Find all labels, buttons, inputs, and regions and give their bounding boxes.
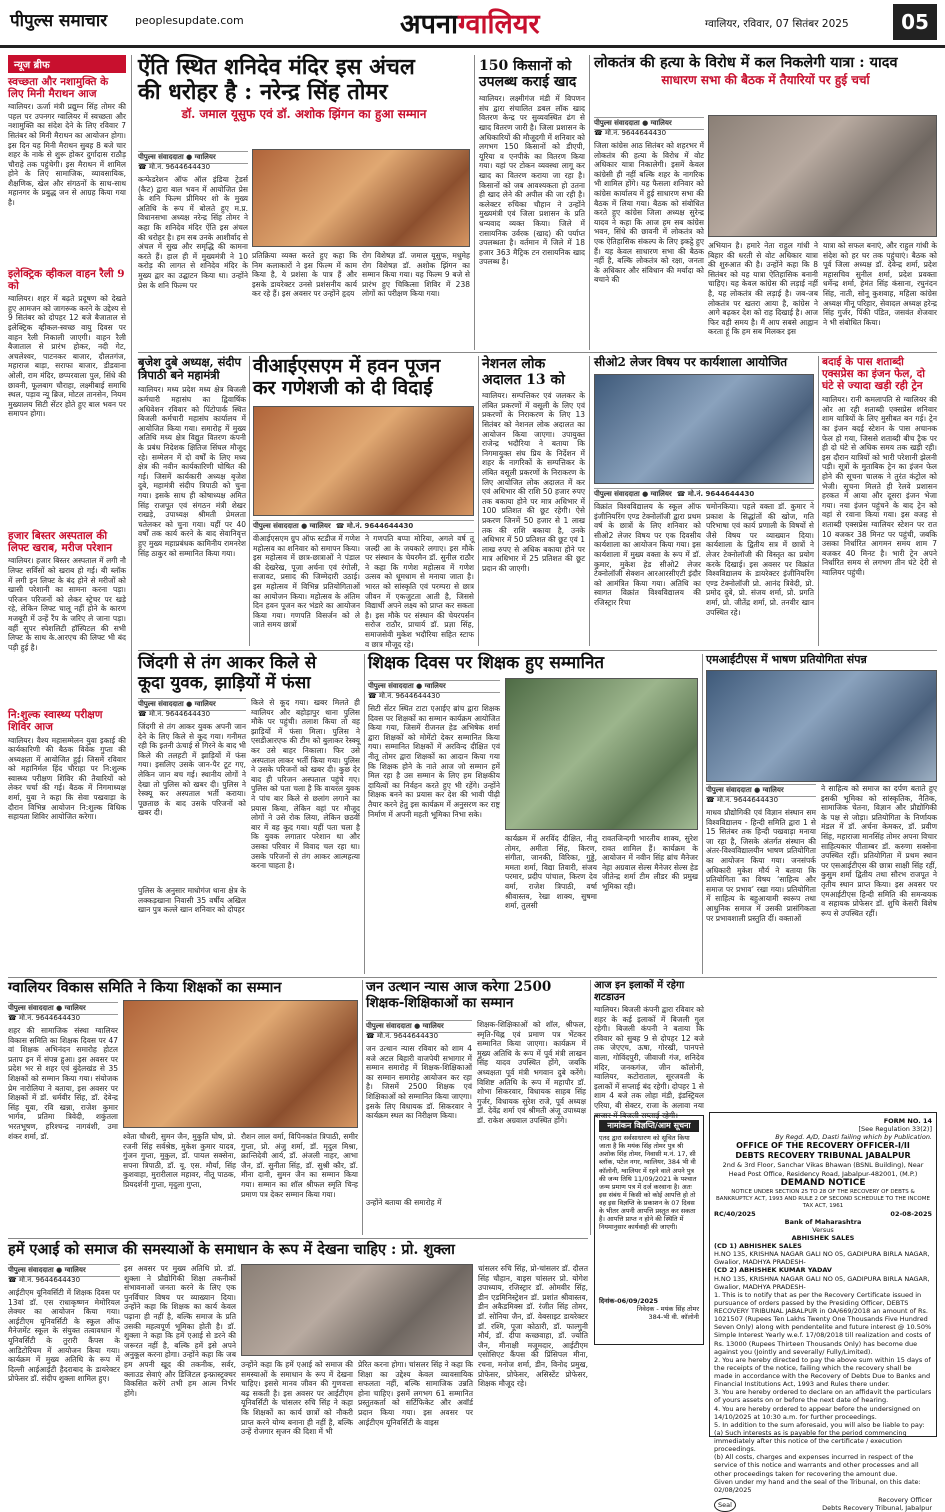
- signature-row: [714, 1496, 932, 1512]
- signatory-title: Recovery Officer: [878, 1495, 932, 1504]
- body-text: कार्यक्रम में अरविंद दीक्षित, नीतू तोमर, अमीता सिंह, किरण, संगीता, जानकी, विरिका, गुड्डे, ममता शर्मा, विद्या तिवारी, संजय परमार, प्रदीप पांचाल, किरण देव वर्मा, राजेश त्रिपाठी, वर्षा श्रीवास्तव, रेखा शाक्य, सुषमा शर्मा, तुलसी: [505, 834, 597, 911]
- column-rule: [364, 654, 365, 974]
- seal: Seal: [714, 1498, 736, 1512]
- headline: नेशनल लोक अदालत 13 को: [482, 356, 565, 389]
- headline: ऐंति स्थित शनिदेव मंदिर इस अंचल: [138, 54, 415, 80]
- notice-date: दिनांक-06/09/2025: [599, 1297, 659, 1305]
- story-ai-lecture: [8, 1242, 588, 1437]
- headline: जन उत्थान न्यास आज करेगा 2500: [366, 979, 552, 995]
- story-teachers-day: [368, 654, 698, 974]
- notice-body: एतद द्वारा सर्वसाधारण को सूचित किया जाता है कि मयंक सिंह तोमर पुत्र श्री अशोक सिंह तोमर, निवासी म.नं. 17, सी ब्लॉक, पटेल नगर, ग्वालियर, 384 भी वी कॉलोनी, ग्वालियर में रहने वाले अपने पुत्र की जन्म तिथि 11/09/2021 के पश्चात जन्म प्रमाण पत्र में दर्ज करवाना है। अतः इस संबंध में किसी को कोई आपत्ति हो तो वह इस विज्ञप्ति के प्रकाशन के 07 दिवस के भीतर अपनी आपत्ति प्रस्तुत कर सकता है। आपत्ति प्राप्त न होने की स्थिति में नियमानुसार कार्यवाही की जाएगी।: [599, 1134, 697, 1232]
- brief-body: ग्वालियर। ऊर्जा मंत्री प्रद्युम्न सिंह तोमर की पहल पर उपनगर ग्वालियर में स्वच्छता और नशामुक्ति का संदेश देने के लिए रविवार 7 सितंबर को मिनी मैराथन का आयोजन होगा। इस दिन यह मिनी मैराथन सुबह 8 बजे चार शहर के नाके से शुरू होकर दुर्गादास राठौड़ चौराहे तक पहुंचेगी। इस मैराथन में शामिल होने के लिए सामाजिक, व्यावसायिक, शैक्षणिक, खेल और संगठनों के साथ-साथ महानगर के प्रबुद्ध जन से आग्रह किया गया है।: [8, 102, 126, 208]
- headline: शिक्षक-शिक्षिकाओं का सम्मान: [366, 994, 514, 1011]
- headline: लोकतंत्र की हत्या के विरोध में कल निकलेगी यात्रा : यादव: [594, 54, 898, 71]
- headline: सीओ2 लेजर विषय पर कार्यशाला आयोजित: [594, 355, 788, 369]
- news-brief: [8, 55, 126, 822]
- mobile-number: [138, 710, 210, 719]
- phone-icon: ☎: [594, 129, 603, 137]
- masthead: [0, 0, 945, 48]
- byline: [253, 520, 474, 533]
- photo-meeting: [708, 115, 937, 237]
- body-text: विक्रांत विश्वविद्यालय के स्कूल ऑफ इंजीनियरिंग एण्ड टेक्नोलॉजी द्वारा प्रथम वर्ष के छात्रों के लिए शनिवार को सीओ2 लेजर विषय पर एक दिवसीय कार्यशाला का आयोजन किया गया। इस कार्यशाला में मुख्य वक्ता के रूप में डॉ. कुमार, मुकेश हेड सीओ2 लेजर टेक्नोलॉजी सेक्शन आरआरसीएटी इंदौर को आमंत्रित किया गया। अतिथि का स्वागत विक्रांत विश्वविद्यालय की रजिस्ट्रार रिचा: [594, 502, 701, 607]
- signatory-org: Debts Recovery Tribunal, Jabalpur: [822, 1504, 932, 1512]
- column-rule: [474, 55, 475, 350]
- column-rule: [249, 356, 250, 646]
- para-5b: (b) All costs, charges and expenses incurred in respect of the service of this notice and warrants and other processes and all other proceedings taken for recovering the amount due.: [714, 1453, 919, 1478]
- rc-row: [714, 1210, 932, 1218]
- body-text: यात्रा को सफल बनाएं, और राहुल गांधी के संदेश को हर घर तक पहुंचाएं। बैठक को पूर्व जिला अध्यक्ष डॉ. देवेन्द्र शर्मा, प्रदेश महासचिव सुनील शर्मा, प्रदेश प्रवक्ता धर्मेन्द्र शर्मा, हेमंत सिंह कंसाना, रघुनंदन सिंह, नाती, सोनू कुशवाह, महिला कांग्रेस अध्यक्ष मीनू परिहार, सेवादल अध्यक्ष हरेन्द्र सिंह गुर्जर, पिंकी पंडित, जसवंत शेजवार ने भी संबोधित किया।: [823, 241, 937, 327]
- body-text: ग्वालियर। रानी कमलापति से ग्वालियर की ओर आ रही शताब्दी एक्सप्रेस शनिवार शाम यात्रियों के लिए मुसीबत बन गई। ट्रेन का इंजन बदई स्टेशन के पास अचानक फेल हो गया, जिससे शताब्दी बीच ट्रैक पर ही दो घंटे से अधिक समय तक खड़ी रही। इस दौरान यात्रियों को भारी परेशानी झेलनी पड़ी। सूत्रों के मुताबिक ट्रेन का इंजन फेल होने की सूचना चालक ने तुरंत कंट्रोल को भेजी। सूचना मिलते ही रेलवे प्रशासन हरकत में आया और दूसरा इंजन भेजा गया। नया इंजन पहुंचने के बाद ट्रेन को वहां से रवाना किया गया। इस वजह से शताब्दी एक्सप्रेस ग्वालियर स्टेशन पर रात 10 बजकर 38 मिनट पर पहुंची, जबकि उसका निर्धारित आगमन समय शाम 7 बजकर 40 मिनट है। भारी ट्रेन अपने निर्धारित समय से लगभग तीन घंटे देरी से ग्वालियर पहुंची।: [822, 395, 937, 577]
- mob-text: मो.नं. 9644644430: [376, 1032, 439, 1040]
- para-3: 3. You are hereby ordered to declare on an affidavit the particulars of yours assets on or before the next date of hearing.: [714, 1388, 932, 1405]
- mob-text: मो.नं. 9644644430: [378, 692, 441, 700]
- form-reg: By Regd. A/D, Dasti failing which by Publication.: [775, 1133, 932, 1142]
- mob-text: मो.नं. 9644644430: [18, 1014, 81, 1022]
- section-title: [400, 4, 540, 41]
- phone-icon: ☎: [138, 163, 147, 171]
- act-ref: NOTICE UNDER SECTION 25 TO 28 OF THE RECOVERY OF DEBTS & BANKRUPTCY ACT, 1993 AND RULE 2 OF SECOND SCHEDULE TO THE INCOME TAX ACT, 1961: [716, 1188, 930, 1209]
- cd2-name: (CD 2) ABHISHEK KUMAR YADAV: [714, 1266, 832, 1275]
- body-text: कन्फेडरेशन ऑफ ऑल इंडिया ट्रेडर्स (कैट) द्वारा बाल भवन में आयोजित प्रेस के शनि फिल्म प्रीमियर शो के मुख्य अतिथि के रूप में बोलते हुए म.प्र. विधानसभा अध्यक्ष नरेन्द्र सिंह तोमर ने कहा कि शनिदेव मंदिर ऐंति इस अंचल की धरोहर है। हम सब उनके आशीर्वाद से अंचल में सुख और समृद्धि की कामना करते हैं। हाल ही में मुख्यमंत्री ने 10 करोड़ की लागत से शनिदेव मंदिर के मुख्य द्वार का उद्घाटन किया था। उन्होंने प्रेस के शनि फिल्म पर: [138, 175, 248, 290]
- versus: Versus: [812, 1225, 834, 1234]
- headline: बदाई के पास शताब्दी एक्सप्रेस का इंजन फेल, दो घंटे से ज्यादा खड़ी रही ट्रेन: [822, 356, 925, 393]
- phone-icon: ☎: [335, 522, 345, 530]
- office-addr: 2nd & 3rd Floor, Sanchar Vikas Bhawan (BSNL Building), Near Head Post Office, Residency Road, Jabalpur-482001, (M.P.): [722, 1161, 924, 1178]
- column-rule: [702, 654, 703, 974]
- body-text: जिला कांग्रेस आठ सितंबर को शहरभर में लोकतंत्र की हत्या के विरोध में वोट अधिकार यात्रा निकालेगी। इसमें केवल कांग्रेसी ही नहीं बल्कि शहर के नागरिक भी शामिल होंगे। यह फैसला शनिवार को कांग्रेस कार्यालय में हुई साधारण सभा की बैठक में लिया गया। बैठक को संबोधित करते हुए कांग्रेस जिला अध्यक्ष सुरेन्द्र यादव ने कहा कि आज हम सब कांग्रेस भवन, सिंधे की छावनी में लोकतंत्र को एक ऐतिहासिक संकल्प के लिए इकट्ठे हुए हैं। यह केवल साधारण सभा की बैठक नहीं है, बल्कि लोकतंत्र को रक्षा, जनता के अधिकार और संविधान की मर्यादा को बचाने की: [594, 141, 704, 285]
- brief-title: हजार बिस्तर अस्पताल की लिफ्ट खराब, मरीज परेशान: [8, 530, 113, 555]
- body-text: जन उत्थान न्यास रविवार को शाम 4 बजे अटल बिहारी वाजपेयी सभागार में सम्मान समारोह में शिक्षक-शिक्षिकाओं का सम्मान समारोह आयोजन कर रहा है। जिसमें 2500 शिक्षक एवं शिक्षिकाओं को सम्मानित किया जाएगा। इसके लिए विधायक डॉ. सिकरवार ने कार्यक्रम स्थल का निरीक्षण किया।: [366, 1044, 472, 1121]
- byline-text: पीपुल्स संवाददाता ● ग्वालियर: [594, 490, 672, 498]
- column-rule: [131, 55, 132, 810]
- brief-title: स्वच्छता और नशामुक्ति के लिए मिनी मैराथन आज: [8, 76, 109, 101]
- bank-name: Bank of Maharashtra: [784, 1217, 862, 1226]
- row-rule: [138, 650, 937, 651]
- given-line: Given under my hand and the seal of the Tribunal, on this date: 02/08/2025: [714, 1477, 921, 1494]
- body-text: प्रतिक्रिया व्यक्त करते हुए कहा कि निम कलाकारों ने इस फिल्म में काम किया है, ये प्रशंसा के पात्र हैं और इसके डायरेक्टर उनसे प्रशंसनीय कार्य कर रहे हैं। इस अवसर पर उन्होंने हृदय: [252, 251, 357, 299]
- para-5: 5. In addition to the sum aforesaid, you will also be liable to pay:: [714, 1420, 925, 1429]
- story-vikas-samiti: [8, 980, 358, 1235]
- mob-text: मो.नं. 9644644430: [716, 796, 779, 804]
- mobile-number: [8, 1276, 80, 1285]
- body-text: जिंदगी से तंग आकर युवक अपनी जान देने के लिए किले से कूद गया। गनीमत रही कि इतनी ऊंचाई से गिरने के बाद भी किले की तलहटी में झाड़ियों में फंस गया। इसलिए उसके जान-पैर टूट गए, लेकिन जान बच गई। स्थानीय लोगों ने देखा तो पुलिस को खबर दी। पुलिस ने रेस्क्यू कर अस्पताल भर्ती कराया। पूछताछ के बाद उसके परिजनों को खबर दी।: [138, 722, 246, 818]
- para-5a: (a) Such interests as is payable for the period commencing immediately after this notice of the certificate / execution proceedings.: [714, 1428, 907, 1454]
- body-text: ग्वालियर। बिजली कंपनी द्वारा रविवार को शहर के कई इलाकों में बिजली गुल रहेगी। बिजली कंपनी ने बताया कि रविवार को सुबह 9 से दोपहर 12 बजे तक जेएएच, ऊषा, गोरखी, पानपत्ते वाला, गोविंदपुरी, जीवाजी गंज, शनिदेव मंदिर, जनकगंज, जीन कॉलोनी, ग्वालियर, कटोराताल, सूरजवती के इलाकों में सप्लाई बंद रहेगी। दोपहर 1 से शाम 4 बजे तक लोहा मंडी, इंडस्ट्रियल एरिया, बी सेक्टर, राजा के अलावा नया बाजार में बिजली सप्लाई रहेगी।: [594, 1005, 704, 1120]
- photo-students: [706, 670, 937, 782]
- phone-icon: ☎: [8, 1276, 17, 1284]
- brief-body: ग्वालियर। शहर में बढ़ते प्रदूषण को देखते हुए आमजन को जागरूक करने के उद्देश्य से 9 सितंबर को दोपहर 12 बजे बैजाताल से इलेक्ट्रिक व्हीकल-स्वच्छ वायु दिवस पर वाहन रैली निकाली जाएगी। वाहन रैली बैजाताल से प्रारंभ होकर, नदी गेट, अचलेश्वर, पाटनकर बाजार, दौलतगंज, महाराज बाड़ा, सराफा बाजार, डीडवाना ओली, राम मंदिर, छप्परवाला पुल, सिंधे की छावनी, फूलबाग चौराहा, लक्ष्मीबाई समाधि स्थल, पड़ाव न्यू ब्रिज, मोटल तानसेन, नियम मुख्यालय सिटी सेंटर होते हुए बाल भवन पर समापन होगा।: [8, 294, 126, 419]
- body-text: रोग विशेषज्ञ डॉ. जमाल यूसुफ, मधुमेह रोग विशेषज्ञ डॉ. अशोक झिंगन का सम्मान किया गया। यह फिल्म 9 बजे से प्रारंभ हुए चिकित्सा शिविर में 238 लोगों का परीक्षण किया गया।: [362, 251, 470, 299]
- byline-text: पीपुल्स संवाददाता ● ग्वालियर: [138, 153, 216, 161]
- headline: एमआईटीएस में भाषण प्रतियोगिता संपन्न: [706, 653, 867, 666]
- body-text: इस अवसर पर मुख्य अतिथि प्रो. डॉ. शुक्ला ने प्रौद्योगिकी शिक्षा तकनीकों संभावनाओं जनता करने के लिए एक पुनर्विचार विषय पर व्याख्यान दिया। उन्होंने कहा कि शिक्षक का कार्य केवल पढ़ाना ही नहीं है, बल्कि समाज के प्रति उसकी महत्वपूर्ण भूमिका होती है। डॉ. शुक्ला ने कहा कि हमें एआई से डरने की जरूरत नहीं है, बल्कि हमें इसे अपने अनुकूल करना होगा। उन्होंने कहा कि जब हम अपनी खूद की तकनीक, सर्वर, क्लाउड सेवाएं और डिजिटल इन्फ्रास्ट्रक्चर विकसित करेंगे तभी हम आत्म निर्भर होंगे।: [124, 1264, 236, 1398]
- body-text: माधव प्रौद्योगिकी एवं विज्ञान संस्थान सम विश्वविद्यालय - हिन्दी समिति द्वारा 1 से 15 सितंबर तक हिन्दी पखवाड़ा मनाया जा रहा है, जिसके अंतर्गत संस्थान की अंतर-विश्वविद्यालयीन भाषण प्रतियोगिता का आयोजन किया गया। जनसंपर्क अधिकारी मुकेश मौर्य ने बताया कि प्रतियोगिता का विषय ‘साहित्य और समाज पर प्रभाव’ रखा गया। प्रतियोगिता में साहित्य के बहुआयामी स्वरूप तथा आधुनिक समाज में उसकी प्रासंगिकता पर प्रभावशाली प्रस्तुति दीं। वक्ताओं: [706, 808, 816, 923]
- body-text: चांसलर रुचि सिंह, प्रो-चांसलर डॉ. दौलत सिंह चौहान, वाइस चांसलर प्रो. योगेश उपाध्याय, रजिस्ट्रार डॉ. ओमवीर सिंह, डीन एडमिनिस्ट्रेशन डॉ. प्रशांत श्रीवास्तव, डीन अकैडमिक्स डॉ. रंजीत सिंह तोमर, डॉ. सोनिया जैन, डॉ. वेबसाइट डायरेक्टर डॉ. रश्मि, पूजा कोठारी, डॉ. फाल्गुनी मौर्य, डॉ. दीपा कच्छवाहा, डॉ. ज्योति जैन, मीनाक्षी मजूमदार, आईटीएम एसोसिएट कैंपस की प्रिंसिपल मीना, रचना, मनोज शर्मा, डीन, विनोद प्रमुख, प्रोफेसर, प्रोफेसर, असिस्टेंट प्रोफेसर, शिक्षक मौजूद रहे।: [478, 1264, 588, 1389]
- phone-icon: ☎: [706, 796, 715, 804]
- photo-lecture: [241, 1264, 473, 1356]
- headline: 150 किसानों को उपलब्ध कराई खाद: [479, 58, 577, 91]
- rc-number: RC/40/2025: [714, 1209, 756, 1218]
- cd1-addr: H.NO 135, KRISHNA NAGAR GALI NO 05, GADIPURA BIRLA NAGAR, Gwalior, MADHYA PRADESH-: [714, 1250, 930, 1267]
- body-text: ग्वालियर। मध्य प्रदेश मध्य क्षेत्र बिजली कर्मचारी महासंघ का द्विवार्षिक अधिवेशन रविवार को पिंटोपार्क स्थित बिजली कर्मचारी महासंघ कार्यालय में आयोजित किया गया। समारोह में मुख्य अतिथि मध्य क्षेत्र विद्युत वितरण कंपनी के प्रबंध निदेशक क्षितिज सिंघल मौजूद रहे। सम्मेलन में दो वर्षों के लिए मध्य क्षेत्र की नवीन कार्यकारिणी घोषित की गई। जिसमें कार्यकारी अध्यक्ष बृजेश दुबे, महामंत्री संदीप त्रिपाठी को चुना गया। इसके साथ ही कोषाध्यक्ष अमित सिंह राजपूत एवं संगठन मंत्री शेखर राखड़े, उपाध्यक्ष श्रीमती प्रेमलता चतेलकर को चुना गया। यहीं पर 40 वर्षों तक कार्य करने के बाद सेवानिवृत्त हुए मुख्य महाप्रबंधक कामिनीय रामनरेश सिंह ठाकुर को सम्मानित किया गया।: [138, 385, 246, 558]
- body-text: श्वेता चौधरी, सुमन जैन, मुकुति घोष, प्रो. रजनी सिंह सर्वश्रेष्ठ, मुकेश कुमार यादव, गुंजन गुप्ता, मुकुल, डॉ. पायल सक्सेना, सपना त्रिपाठी, डॉ. यू. एस. मौर्या, सिंह कुशवाहा, मुरारीलाल महावर, नीतू पाठक, प्रियदर्शनी गुप्ता, मृदुला गुप्ता,: [123, 1132, 236, 1189]
- mob-text: मो.नं. 9644644430: [687, 490, 755, 498]
- story-shutdown: [594, 980, 704, 1120]
- body-text: रावतजिन्दगी भारतीय शाक्य, सुरेश रावत शामिल हैं। कार्यक्रम के आयोजन में नवीन सिंह ब्रांच मैनेजर नेहा अग्रवाल सेल्स मैनेजर सेल्स हेड जीतेन्द्र शर्मा टीम लीडर की प्रमुख भूमिका रही।: [602, 834, 698, 891]
- body-text: उन्होंने बताया की समारोह में: [366, 1198, 442, 1207]
- column-rule: [478, 356, 479, 646]
- byline-text: पीपुल्स संवाददाता ● ग्वालियर: [138, 700, 216, 708]
- paper-name: पीपुल्स समाचार: [10, 11, 108, 31]
- headline: शिक्षक दिवस पर शिक्षक हुए सम्मानित: [368, 653, 605, 673]
- para-1: 1. This is to notify that as per the Recovery Certificate issued in pursuance of orders passed by the Presiding Officer, DEBTS RECOVERY TRIBUNAL JABALPUR in OA/669/2018 an amount of Rs. 1021507 (Rupees Ten Lakhs Twenty One Thousands Five Hundred Seven Only) along with pendentelite and future interest @ 10.50% Simple Interest Yearly w.e.f. 17/08/2018 till realization and costs of Rs. 13000 (Rupees Thirteen Thousands Only) has become due against you (Jointly and severally/ Fully/Limited).: [714, 1290, 932, 1356]
- notice-heading: DEMAND NOTICE: [780, 1177, 866, 1188]
- story-co2-laser: [594, 356, 814, 646]
- subhead: डॉ. जमाल यूसुफ एवं डॉ. अशोक झिंगन का हुआ सम्मान: [181, 106, 427, 121]
- phone-icon: ☎: [8, 1014, 17, 1022]
- photo-samiti: [123, 1000, 358, 1128]
- story-ganesh-farewell: [253, 355, 474, 649]
- body-text: पुलिस के अनुसार माधोगंज थाना क्षेत्र के लक्कड़खाना निवासी 35 वर्षीय अखिल खान पुत्र कल्ले खान शनिवार को दोपहर: [138, 886, 246, 915]
- body-text: ने साहित्य को समाज का दर्पण बताते हुए इसकी भूमिका को सांस्कृतिक, नैतिक, सामाजिक चेतना, विज्ञान और प्रौद्योगिकी के पक्ष से जोड़ा। प्रतियोगिता के निर्णायक मंडल में डॉ. अर्चना केमकर, डॉ. प्रवीण सिंह, महाराजा मानसिंह तोमर अपना विचार साहित्यकार पीताम्बर डॉ. करुणा सक्सेना उपस्थित रहीं। प्रतियोगिता में प्रथम स्थान पर एसआईटीएस की छात्रा साक्षी सिंह रहीं, कुसुम शर्मा द्वितीय तथा सौरभ राजपूत ने तृतीय स्थान प्राप्त किया। इस अवसर पर एमआईटीएस हिन्दी समिति की समन्वयक व सहायक प्रोफेसर डॉ. शुचि केसरी विशेष रूप से उपस्थित रहीं।: [821, 784, 937, 918]
- signatory: [822, 1496, 932, 1512]
- notice-title: नामांकन विज्ञप्ति/आम सूचना: [599, 1120, 699, 1132]
- tribunal-name: DEBTS RECOVERY TRIBUNAL JABALPUR: [735, 1151, 911, 1161]
- phone-icon: ☎: [368, 692, 377, 700]
- mob-text: मो.नं. 9644644430: [604, 129, 667, 137]
- column-rule: [589, 55, 590, 350]
- mob-text: मो.नं. 9644644430: [148, 710, 211, 718]
- phone-icon: ☎: [138, 710, 147, 718]
- byline-text: पीपुल्स संवाददाता ● ग्वालियर: [8, 1266, 86, 1274]
- headline: बृजेश दुबे अध्यक्ष, संदीप त्रिपाठी बने महामंत्री: [138, 355, 242, 383]
- notice-sign-addr: 384-भी वी. कॉलोनी: [648, 1313, 699, 1322]
- brief-body: ग्वालियर। वैश्य महासम्मेलन युवा इकाई की कार्यकारिणी की बैठक विवेक गुप्ता की अध्यक्षता में आयोजित हुई। जिसमें रविवार को महानिर्मल हिंद चौराहा पर नि:शुल्क स्वास्थ्य परीक्षण शिविर की तैयारियों को लेकर चर्चा की गई। बैठक में निगमाध्यक्ष शर्मा, युवा ने कहा कि सेवा पखवाड़ा के दौरान विभिन्न आयोजन नि:शुल्क विधिक सहायता शिविर आयोजित करेगा।: [8, 735, 126, 822]
- mob-text: मो.नं. 9644644430: [346, 522, 414, 530]
- headline: आज इन इलाकों में रहेगा शटडाउन: [594, 980, 685, 1003]
- headline: की धरोहर है : नरेन्द्र सिंह तोमर: [138, 79, 388, 106]
- photo-felicitation: [252, 149, 470, 247]
- body-text: शहर की सामाजिक संस्था ग्वालियर विकास समिति का शिक्षक दिवस पर 47 वां शिक्षक अभिनंदन समारोह होटल प्रताप इन में संपन्न हुआ। इस अवसर पर प्रदेश भर से शहर एवं बुंदेलखंड से 35 शिक्षकों को सम्मान किया गया। संयोजक प्रेम नारोलिया ने बताया, इस अवसर पर शिक्षकों में डॉ. धर्मवीर सिंह, डॉ. देवेन्द्र सिंह यूवा, रवि खन्ना, राजेश कुमार भार्गव, प्रतिमा त्रिवेदी, शकुंतला भरतभूषण, हरिश्चन्द्र नागवंशी, उमा शंकर शर्मा, डॉ.: [8, 1026, 118, 1141]
- row-rule: [138, 352, 937, 353]
- column-rule: [589, 356, 590, 646]
- para-4: 4. You are hereby ordered to appear before the undersigned on 14/10/2025 at 10:30 a.m. for further proceedings.: [714, 1404, 921, 1421]
- body-text: ग्वालियर। लक्ष्मीगंज मंडी में विपणन संघ द्वारा संचालित डबल लॉक खाद वितरण केन्द्र पर सुव्यवस्थित ढंग से खाद वितरण जारी है। जिला प्रशासन के अधिकारियों की मौजूदगी में शनिवार को लगभग 150 किसानों को डीएपी, यूरिया व एनपीके का वितरण किया गया। यहां पर टोकन व्यवस्था लागू कर खाद का वितरण कराया जा रहा है। किसानों को जब आवश्यकता हो उतना ही खाद लेने की अपील की जा रही है। कलेक्टर रुचिका चौहान ने उन्होंने मुख्यमंत्री एवं जिला प्रशासन के प्रति धन्यवाद व्यक्त किया। जिले में रासायनिक उर्वरक (खाद) की पर्याप्त उपलब्धता है। वर्तमान में जिले में 18 हजार 363 मैट्रिक टन रासायनिक खाद उपलब्ध है।: [479, 94, 585, 267]
- form-no: FORM NO. 14: [883, 1117, 932, 1125]
- story-lok-adalat: [482, 356, 585, 646]
- row-rule: [8, 977, 937, 978]
- mobile-number: [138, 163, 210, 172]
- mob-text: मो.नं. 9644644430: [148, 163, 211, 171]
- headline: ग्वालियर विकास समिति ने किया शिक्षकों का सम्मान: [8, 979, 282, 996]
- brief-body: ग्वालियर। हजार बिस्तर अस्पताल में लगी नौ लिफ्ट सर्विसों को खराब हो गई। बी ब्लॉक में लगी इन लिफ्ट के बंद होने से मरीजों को खासी परेशानी का सामना करना पड़ा। परिजन परिजनों को लेकर स्ट्रेचर पर खड़े रहे, लेकिन लिफ्ट चालू नहीं होने के कारण मजबूरी में उन्हें रैंप के जरिए ले जाना पड़ा। वहीं सुपर स्पेशलिटी हॉस्पिटल की सभी लिफ्ट के साथ के.आरएच की लिफ्ट भी बंद पड़ी हुई है।: [8, 556, 126, 652]
- mobile-number: [594, 129, 666, 138]
- mobile-number: [368, 692, 440, 701]
- headline: जिंदगी से तंग आकर किले से: [138, 653, 317, 673]
- story-shani-temple: [138, 55, 470, 350]
- body-text: आईटीएम यूनिवर्सिटी में शिक्षक दिवस पर 13वां डॉ. एस राधाकृष्णन मेमोरियल लेक्चर का आयोजन किया गया। आईटीएम यूनिवर्सिटी के स्कूल ऑफ मैनेजमेंट स्कूल के संयुक्त तत्वावधान में यूनिवर्सिटी के तुरारी कैंपस के आडिटोरियम में आयोजन किया गया। कार्यक्रम में मुख्य अतिथि के रूप में दिल्ली आईआईटी हैदराबाद के डायरेक्टर प्रोफेसर डॉ. संदीप शुक्ला शामिल हुए।: [8, 1288, 120, 1384]
- body-text: ने गणपति बप्पा मोरिया, अगले वर्ष तू जल्दी आ के जयकारे लगाए। इस मौके पर संस्थान के चेयरमैन डॉ. सुनील राठौर ने कहा कि गणेश महोत्सव में गणेश उत्सव को धूमधाम से मनाया जाता है। भारत को सांस्कृति एवं परम्परा से छात्र जीवन में एकजुटता आती है, जिससे विद्यार्थी अपने लक्ष्य को प्राप्त कर सकता है। इस मौके पर संस्थान की चेयरपर्सन सरोज राठौर, प्राचार्य डॉ. प्रज्ञा सिंह, समाजसेवी मुकेश भदौरिया सहित स्टाफ व छात्र मौजूद रहे।: [365, 534, 474, 649]
- story-shatabdi-engine: [822, 356, 937, 646]
- demand-notice: [709, 1112, 937, 1512]
- story-fertilizer: [479, 58, 585, 348]
- notice-sign: निवेदक - मयंक सिंह तोमर: [636, 1305, 699, 1314]
- headline: कर गणेशजी को दी विदाई: [253, 376, 433, 399]
- news-brief-label: न्यूज ब्रीफ: [8, 55, 126, 73]
- cd1-name: (CD 1) ABHISHEK SALES: [714, 1242, 802, 1250]
- byline-text: पीपुल्स संवाददाता ● ग्वालियर: [594, 119, 672, 127]
- headline: हमें एआई को समाज की समस्याओं के समाधान के रूप में देखना चाहिए : प्रो. शुक्ला: [8, 1241, 455, 1258]
- mobile-number: [8, 1014, 80, 1023]
- byline-text: पीपुल्स संवाददाता ● ग्वालियर: [368, 682, 446, 690]
- photo-ganesh: [253, 406, 474, 516]
- column-rule: [818, 356, 819, 646]
- body-text: किले से कूद गया। खबर मिलते ही ग्वालियर और बहोड़ापुर थाना पुलिस मौके पर पहुंची। तलाश किया तो वह झाड़ियों में फंसा मिला। पुलिस ने एसडीआरएफ की टीम को बुलाकर रेस्क्यू कर उसे बाहर निकाला। फिर उसे अस्पताल लाकर भर्ती किया गया। पुलिस ने उसके परिजनों को खबर दी। कुछ देर बाद ही परिजन अस्पताल पहुंचे गए। पुलिस को पता चला है कि वायरल युवक ने पांच बार किले से छलांग लगाने का प्रयास किया, लेकिन वहां पर मौजूद लोगों ने उसे रोक लिया, लेकिन छठवीं बार में वह कूद गया। यहीं पता चला है कि युवक लगातार परेशान था और उसका परिवार में विवाद चल रहा था। उसके परिजनों से तंग आकर आत्महत्या करना चाहता है।: [251, 698, 360, 871]
- headline: कूदा युवक, झाड़ियों में फंसा: [138, 672, 311, 693]
- subhead: साधारण सभा की बैठक में तैयारियों पर हुई चर्चा: [661, 72, 870, 87]
- rc-date: 02-08-2025: [890, 1209, 932, 1218]
- photo-teachers: [505, 678, 698, 830]
- body-text: ग्वालियर। सम्पत्तिकर एवं जलकर के लंबित प्रकरणों में वसूली के लिए एवं प्रकरणों के निराकरण के लिए 13 सितंबर को नेशनल लोक अदालत का आयोजन किया जाएगा। उपायुक्त राजेन्द्र भदौरिया ने बताया कि निगमायुक्त संघ प्रिय के निर्देशन में शहर के नागरिकों के सम्पत्तिकर के लंबित वसूली प्रकरणों के निराकरण के लिए आयोजित लोक अदालत में कर एवं अधिभार की राशि 50 हजार रुपए तक बकाया होने पर मात्र अधिभार में 100 प्रतिशत की छूट रहेगी। ऐसे प्रकरण जिनमें 50 हजार से 1 लाख तक की राशि बकाया है, उनके अधिभार में 50 प्रतिशत की छूट एवं 1 लाख रुपए से अधिक बकाया होने पर मात्र अधिभार में 25 प्रतिशत की छूट प्रदान की जाएगी।: [482, 391, 585, 573]
- issue-date: ग्वालियर, रविवार, 07 सितंबर 2025: [705, 18, 849, 30]
- form-sub: [See Regulation 33(2)]: [858, 1125, 932, 1134]
- office-name: OFFICE OF THE RECOVERY OFFICER-I/II: [736, 1141, 910, 1151]
- body-text: उन्होंने कहा कि हमें एआई को समाज की समस्याओं के समाधान के रूप में देखना चाहिए। इससे मानव जीवन की गुणवत्ता बढ़ सकती है। इस अवसर पर आईटीएम यूनिवर्सिटी के चांसलर रुचि सिंह ने कहा कि शिक्षकों का कार्य छात्रों को नौकरी प्राप्त करने योग्य बनाना ही नहीं है, बल्कि उन्हें रोजगार सृजन की दिशा में भी: [241, 1360, 353, 1437]
- legal-notice: [594, 1115, 704, 1345]
- byline-text: पीपुल्स संवाददाता ● ग्वालियर: [366, 1022, 444, 1030]
- story-fort-jump: [138, 654, 360, 974]
- body-text: रौशन लाल वर्मा, विपिनकांत त्रिपाठी, समीर गुप्ता, प्रो. अंजु शर्मा, डॉ. मृदुल मिश्रा, क्रान्तिदेवी आर्य, डॉ. अंजली नाहर, आभा जैन, डॉ. सुनीता सिंह, डॉ. सुश्री कौर, डॉ. मीना दानी, सुमन जैन का सम्मान किया गया। सम्मान का शॉल श्रीफल स्मृति चिन्ह प्रमाण पत्र देकर सम्मान किया गया।: [241, 1132, 358, 1199]
- byline: [594, 488, 814, 501]
- story-jan-utthan: [366, 980, 586, 1235]
- borrower-name: ABHISHEK SALES: [791, 1233, 855, 1242]
- story-mits-speech: [706, 654, 937, 974]
- column-rule: [362, 980, 363, 1235]
- body-text: चमोनकिया। पहले वक्ता डॉ. कुमार ने प्रकाश के सिद्धांतों की खोज, गति परिभाषा एवं कार्य प्रणाली के विषयों से जैसे विषय पर व्याख्यान दिया। कार्यशाला के द्वितीय सत्र में छात्रों ने लेजर टेक्नोलॉजी की विस्तृत का प्रयोग करके दिखाई। इस अवसर पर विक्रांत विश्वविद्यालय के डायरेक्टर इंजीनियरिंग एण्ड टेक्नोलॉजी प्रो. आनंद त्रिवेदी, प्रो. प्रमोद दुबे, प्रो. संजय शर्मा, प्रो. प्रगति शर्मा, प्रो. जीतेंद्र शर्मा, प्रो. तनवीर खान उपस्थित रहे।: [706, 502, 814, 617]
- brief-title: इलेक्ट्रिक व्हीकल वाहन रैली 9 को: [8, 268, 125, 293]
- cd2-addr: H.NO 135, KRISHNA NAGAR GALI NO 05, GADIPURA BIRLA NAGAR, Gwalior, MADHYA PRADESH-: [714, 1274, 930, 1291]
- brief-title: नि:शुल्क स्वास्थ्य परीक्षण शिविर आज: [8, 709, 103, 734]
- section-prefix: अपना: [400, 9, 458, 40]
- body-text: वीआईएसएम ग्रुप ऑफ स्टडीज में गणेश महोत्सव का शनिवार को समापन किया। इस महोत्सव में छात्र-छात्राओं ने पंडाल की देखरेख, पूजा अर्चना एवं रंगोली, सजावट, प्रसाद की जिम्मेदारी उठाई। इस महोत्सव में विभिन्न प्रतियोगिताओं का आयोजन किया। महोत्सव के अंतिम दिन हवन पूजन कर भंडारे का आयोजन किया गया। गणपति विसर्जन को ले जाते समय छात्रों: [253, 534, 360, 630]
- phone-icon: ☎: [676, 490, 686, 498]
- page-number: 05: [893, 4, 937, 40]
- byline-text: पीपुल्स संवाददाता ● ग्वालियर: [253, 522, 331, 530]
- mobile-number: [366, 1032, 438, 1041]
- site-url[interactable]: peoplesupdate.com: [135, 14, 244, 27]
- body-text: अभियान है। हमारे नेता राहुल गांधी ने बिहार की धरती से वोट अधिकार यात्रा की शुरुआत की है। उन्होंने कहा कि 8 सितंबर को यह यात्रा ऐतिहासिक बनानी चाहिए। यह केवल कांग्रेस की लड़ाई नहीं है, यह लोकतंत्र की लड़ाई है। जब-जब लोकतंत्र पर खतरा आया है, कांग्रेस ने आगे बढ़कर देश को राह दिखाई है। आज फिर वही समय है। मैं आप सबसे आह्वान करता हूं कि हम सब मिलकर इस: [708, 241, 818, 337]
- mob-text: मो.नं. 9644644430: [18, 1276, 81, 1284]
- para-2: 2. You are hereby directed to pay the above sum within 15 days of the receipts of the notice, failing which the recovery shall be made in accordance with the Recovery of Debts Due to Banks and Financial Institutions Act, 1993 and Rules there under.: [714, 1355, 931, 1389]
- body-text: सिटी सेंटर स्थित टाटा एआईए ब्रांच द्वारा शिक्षक दिवस पर शिक्षकों का सम्मान कार्यक्रम आयोजित किया गया, जिसमें रीजनल हेड अभिषेक शर्मा द्वारा शिक्षकों को मोमेंटो देकर सम्मानित किया गया। सम्मानित शिक्षकों में अरविन्द दीक्षित एवं नीतू तोमर द्वारा शिक्षकों का आदान किया गया कि शिक्षक होने के नाते आज जो सम्मान हमें मिल रहा है उस सम्मान के लिए हम शिक्षकीय दायित्वों का निर्वहन करते हुए भी रहेंगे। उन्होंने शिक्षक बनने का प्रयास कर देश की भावी पीढ़ी तैयार करने हेतु इस कार्यक्रम में अनुसरण कर राष्ट्र निर्माण में अपनी महती भूमिका निभा सके।: [368, 704, 500, 819]
- body-text: प्रेरित करना होगा। चांसलर सिंह ने कहा कि शिक्षा का उद्देश्य केवल व्यावसायिक सफलता नहीं, बल्कि सामाजिक उन्नति होना चाहिए। इसमें लगभग 61 सम्मानित प्रस्तुतकर्ता को सर्टिफिकेट और अवॉर्ड प्रदान किया गया। इस अवसर पर आईटीएम यूनिवर्सिटी के वाइस: [358, 1360, 473, 1427]
- story-electricity-union: [138, 356, 246, 646]
- section-name: ग्वालियर: [457, 9, 540, 40]
- phone-icon: ☎: [366, 1032, 375, 1040]
- column-rule: [590, 980, 591, 1235]
- photo-workshop: [594, 374, 814, 484]
- mobile-number: [706, 796, 778, 805]
- headline: वीआईएसएम में हवन पूजन: [253, 355, 441, 377]
- story-democracy-yatra: [594, 55, 937, 350]
- body-text: शिक्षक-शिक्षिकाओं को शॉल, श्रीफल, स्मृति-चिह्न एवं प्रमाण पत्र भेंटकर सम्मानित किया जाएगा। कार्यक्रम में मुख्य अतिथि के रूप में पूर्व मंत्री लाखन सिंह यादव उपस्थित होंगे, जबकि अध्यक्षता पूर्व मंत्री भगवान दुबे करेंगे। विशिष्ट अतिथि के रूप में महापौर डॉ. शोभा सिकरवार, विधायक साहब सिंह गुर्जर, विधायक सुरेश राजे, पूर्व अध्यक्ष डॉ. देवेंद्र शर्मा एवं श्रीमती अंजू उपाध्यक्ष डॉ. राकेश अग्रवाल उपस्थित होंगे।: [477, 1020, 586, 1125]
- row-rule: [8, 1238, 588, 1239]
- byline-text: पीपुल्स संवाददाता ● ग्वालियर: [706, 786, 784, 794]
- byline-text: पीपुल्स संवाददाता ● ग्वालियर: [8, 1004, 86, 1012]
